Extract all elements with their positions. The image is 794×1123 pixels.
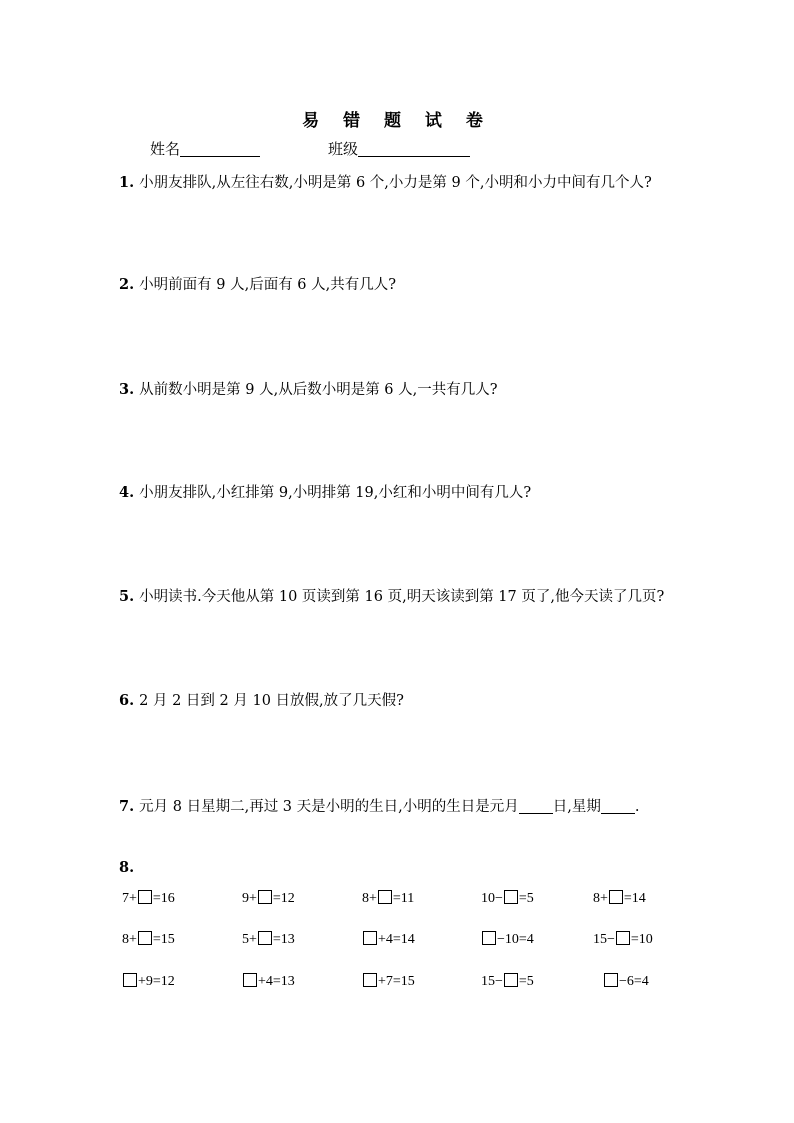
equation-rest: =11: [392, 891, 415, 906]
question-3: [119, 380, 679, 400]
answer-box[interactable]: [504, 890, 518, 904]
question-number: 4.: [119, 484, 135, 501]
equation-lead: 5+: [242, 932, 257, 947]
answer-box[interactable]: [504, 973, 518, 987]
equation-rest: =13: [272, 932, 295, 947]
equation-lead: 7+: [122, 891, 137, 906]
equation-lead: 9+: [242, 891, 257, 906]
question-number: 2.: [119, 276, 135, 293]
question-number: 5.: [119, 588, 135, 605]
equation-rest: =5: [518, 974, 534, 989]
equation-lead: 10−: [481, 891, 503, 906]
equation-rest: =12: [272, 891, 295, 906]
question-text: 小朋友排队,小红排第 9,小明排第 19,小红和小明中间有几人?: [139, 485, 532, 501]
question-8: [119, 858, 679, 878]
question-text: 小朋友排队,从左往右数,小明是第 6 个,小力是第 9 个,小明和小力中间有几个人?: [139, 175, 652, 191]
equation: [242, 931, 295, 948]
answer-box[interactable]: [482, 931, 496, 945]
equation-lead: 15−: [481, 974, 503, 989]
equation-rest: =10: [630, 932, 653, 947]
equation-rest: −10=4: [497, 932, 534, 947]
question-1: [119, 173, 679, 193]
question-number: 8.: [119, 859, 135, 876]
question-7: [119, 797, 699, 817]
question-text: 从前数小明是第 9 人,从后数小明是第 6 人,一共有几人?: [139, 382, 498, 398]
equation-rest: +4=14: [378, 932, 415, 947]
equation: [481, 931, 534, 948]
equation: [593, 890, 646, 907]
question-2: [119, 275, 679, 295]
question-number: 6.: [119, 692, 135, 709]
answer-box[interactable]: [138, 931, 152, 945]
answer-box[interactable]: [138, 890, 152, 904]
answer-box[interactable]: [378, 890, 392, 904]
class-label: 班级: [328, 140, 359, 158]
question-5: [119, 587, 679, 607]
equation-rest: −6=4: [619, 974, 649, 989]
equation-lead: 8+: [593, 891, 608, 906]
equation-rest: +7=15: [378, 974, 415, 989]
equation: [362, 973, 415, 990]
equation: [242, 973, 295, 990]
weekday-blank[interactable]: [601, 799, 635, 814]
answer-box[interactable]: [258, 931, 272, 945]
equation: [603, 973, 649, 990]
question-text-part-2: 日,星期: [552, 799, 601, 815]
equation-lead: 8+: [122, 932, 137, 947]
class-field: [328, 138, 470, 159]
answer-box[interactable]: [604, 973, 618, 987]
equation-rest: =16: [152, 891, 175, 906]
equation: [242, 890, 295, 907]
answer-box[interactable]: [363, 931, 377, 945]
question-text-part-3: .: [634, 799, 640, 815]
answer-box[interactable]: [243, 973, 257, 987]
question-6: [119, 691, 679, 711]
page-title: 易 错 题 试 卷: [302, 111, 492, 131]
name-blank[interactable]: [180, 141, 260, 157]
equation: [122, 890, 175, 907]
equation-rest: =14: [623, 891, 646, 906]
question-text: 小明前面有 9 人,后面有 6 人,共有几人?: [139, 277, 397, 293]
answer-box[interactable]: [363, 973, 377, 987]
name-field: [150, 138, 260, 159]
equation: [481, 973, 534, 990]
question-text-part-1: 元月 8 日星期二,再过 3 天是小明的生日,小明的生日是元月: [139, 799, 519, 815]
question-number: 1.: [119, 174, 135, 191]
question-4: [119, 483, 679, 503]
equation-rest: =5: [518, 891, 534, 906]
equation-lead: 8+: [362, 891, 377, 906]
question-number: 3.: [119, 381, 135, 398]
answer-box[interactable]: [609, 890, 623, 904]
class-blank[interactable]: [358, 141, 470, 157]
equation-rest: +9=12: [138, 974, 175, 989]
equation: [122, 931, 175, 948]
question-text: 2 月 2 日到 2 月 10 日放假,放了几天假?: [139, 693, 404, 709]
equation: [362, 890, 414, 907]
equation: [593, 931, 653, 948]
name-label: 姓名: [150, 140, 181, 158]
equation-rest: =15: [152, 932, 175, 947]
date-blank[interactable]: [519, 799, 553, 814]
answer-box[interactable]: [258, 890, 272, 904]
equation: [362, 931, 415, 948]
answer-box[interactable]: [123, 973, 137, 987]
equation: [122, 973, 175, 990]
equation: [481, 890, 534, 907]
equation-lead: 15−: [593, 932, 615, 947]
answer-box[interactable]: [616, 931, 630, 945]
question-number: 7.: [119, 798, 135, 815]
equation-rest: +4=13: [258, 974, 295, 989]
question-text: 小明读书.今天他从第 10 页读到第 16 页,明天该读到第 17 页了,他今天读了几页?: [139, 589, 665, 605]
